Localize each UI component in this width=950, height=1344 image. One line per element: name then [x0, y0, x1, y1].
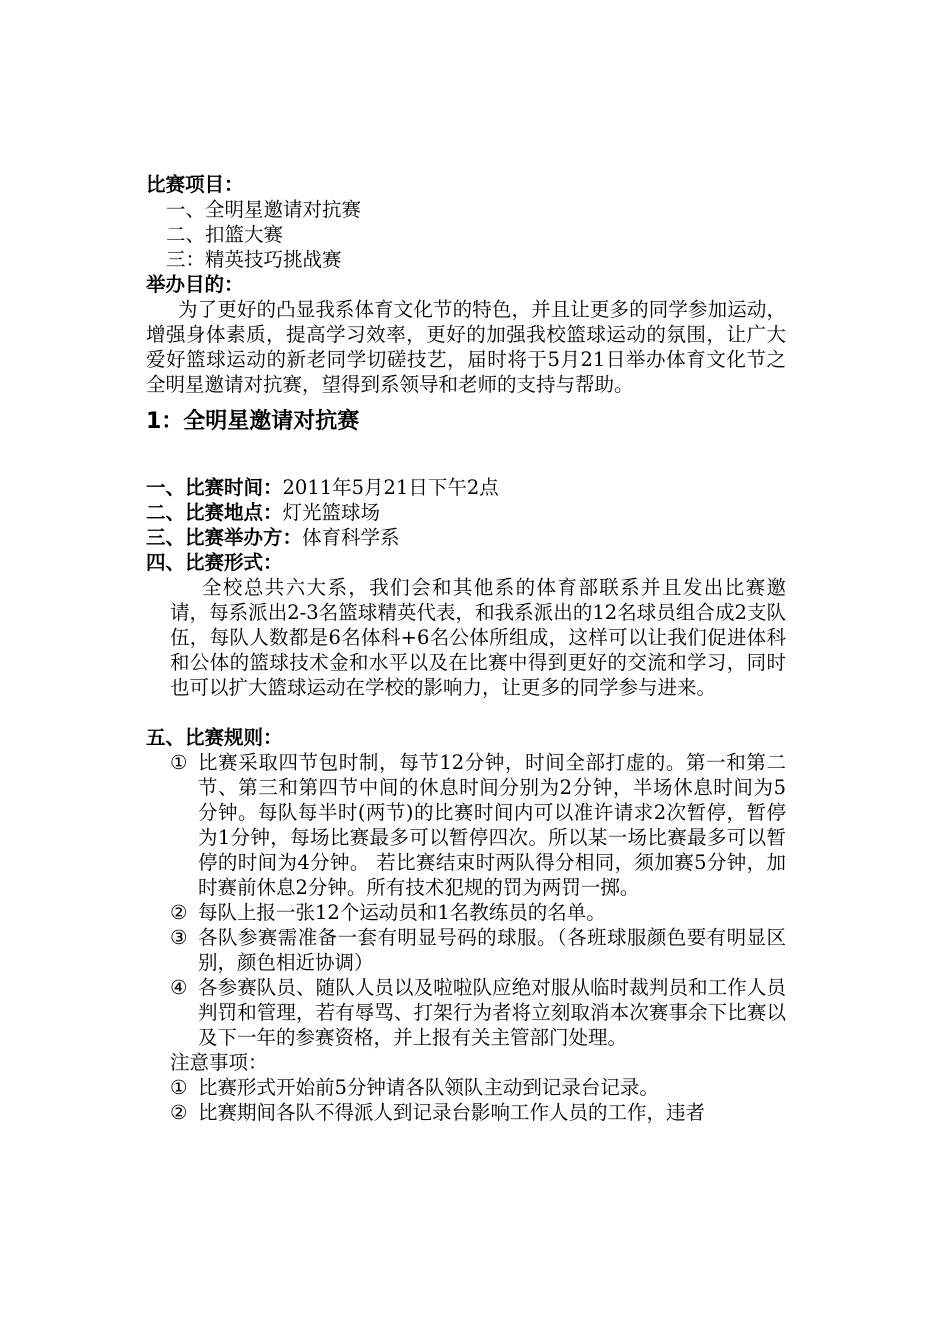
spacer	[146, 437, 786, 475]
info-value: 体育科学系	[302, 526, 400, 549]
rule-number: ③	[170, 926, 188, 949]
note-number: ①	[170, 1076, 188, 1099]
rules-title: 五、比赛规则：	[146, 726, 283, 749]
format-paragraph: 全校总共六大系，我们会和其他系的体育部联系并且发出比赛邀请，每系派出2-3名篮球精英代表，和我系派出的12名球员组合成2支队伍，每队人数都是6名体科+6名公体所组成，这样可以让我们促进体科和公体的篮球技术金和水平以及在比赛中得到更好的交流和学习，同时也可以扩大篮球运动在学校的影响力，让更多的同学参与进来。	[170, 576, 786, 699]
info-row-place	[146, 500, 786, 525]
notes-title: 注意事项：	[170, 1051, 268, 1074]
rule-item	[146, 900, 786, 925]
item-line: 三：精英技巧挑战赛	[166, 248, 342, 271]
document-page	[146, 172, 786, 1125]
spacer	[146, 700, 786, 725]
rule-number: ④	[170, 976, 188, 999]
note-text: 比赛形式开始前5分钟请各队领队主动到记录台记录。	[198, 1076, 659, 1099]
item-line: 二、扣篮大赛	[166, 223, 284, 246]
rule-text: 各队参赛需准备一套有明显号码的球服。（各班球服颜色要有明显区别，颜色相近协调）	[198, 926, 786, 974]
items-title: 比赛项目：	[146, 173, 244, 196]
rule-number: ②	[170, 901, 188, 924]
info-label: 二、比赛地点：	[146, 501, 283, 524]
info-row-host	[146, 525, 786, 550]
item-line: 一、全明星邀请对抗赛	[166, 198, 362, 221]
info-value: 灯光篮球场	[282, 501, 381, 524]
format-title: 四、比赛形式：	[146, 551, 283, 574]
rule-item	[146, 750, 786, 900]
info-label: 三、比赛举办方：	[146, 526, 303, 549]
rule-item	[146, 925, 786, 975]
rule-text: 每队上报一张12个运动员和1名教练员的名单。	[198, 901, 606, 924]
info-row-time	[146, 475, 786, 500]
info-label: 一、比赛时间：	[146, 476, 283, 499]
note-item	[146, 1075, 786, 1100]
rule-number: ①	[170, 751, 188, 774]
section-heading: 1：全明星邀请对抗赛	[146, 409, 360, 434]
info-value: 2011年5月21日下午2点	[282, 476, 499, 499]
note-item	[146, 1100, 786, 1125]
rule-text: 比赛采取四节包时制，每节12分钟，时间全部打虚的。第一和第二节、第三和第四节中间的休息时间分别为2分钟，半场休息时间为5分钟。每队每半时(两节)的比赛时间内可以准许请求2次暂停，暂停为1分钟，每场比赛最多可以暂停四次。所以某一场比赛最多可以暂停的时间为4分钟。 若比赛结束时两队得分相同，须加赛5分钟，加时赛前休息2分钟。所有技术犯规的罚为两罚一掷。	[198, 751, 786, 899]
note-number: ②	[170, 1101, 188, 1124]
rule-item	[146, 975, 786, 1050]
note-text: 比赛期间各队不得派人到记录台影响工作人员的工作，违者	[198, 1101, 706, 1124]
rule-text: 各参赛队员、随队人员以及啦啦队应绝对服从临时裁判员和工作人员判罚和管理，若有辱骂、打架行为者将立刻取消本次赛事余下比赛以及下一年的参赛资格，并上报有关主管部门处理。	[198, 976, 786, 1049]
purpose-paragraph: 为了更好的凸显我系体育文化节的特色，并且让更多的同学参加运动，增强身体素质，提高学习效率，更好的加强我校篮球运动的氛围，让广大爱好篮球运动的新老同学切磋技艺，届时将于5月21日举办体育文化节之全明星邀请对抗赛，望得到系领导和老师的支持与帮助。	[146, 298, 786, 396]
purpose-title: 举办目的：	[146, 273, 244, 296]
